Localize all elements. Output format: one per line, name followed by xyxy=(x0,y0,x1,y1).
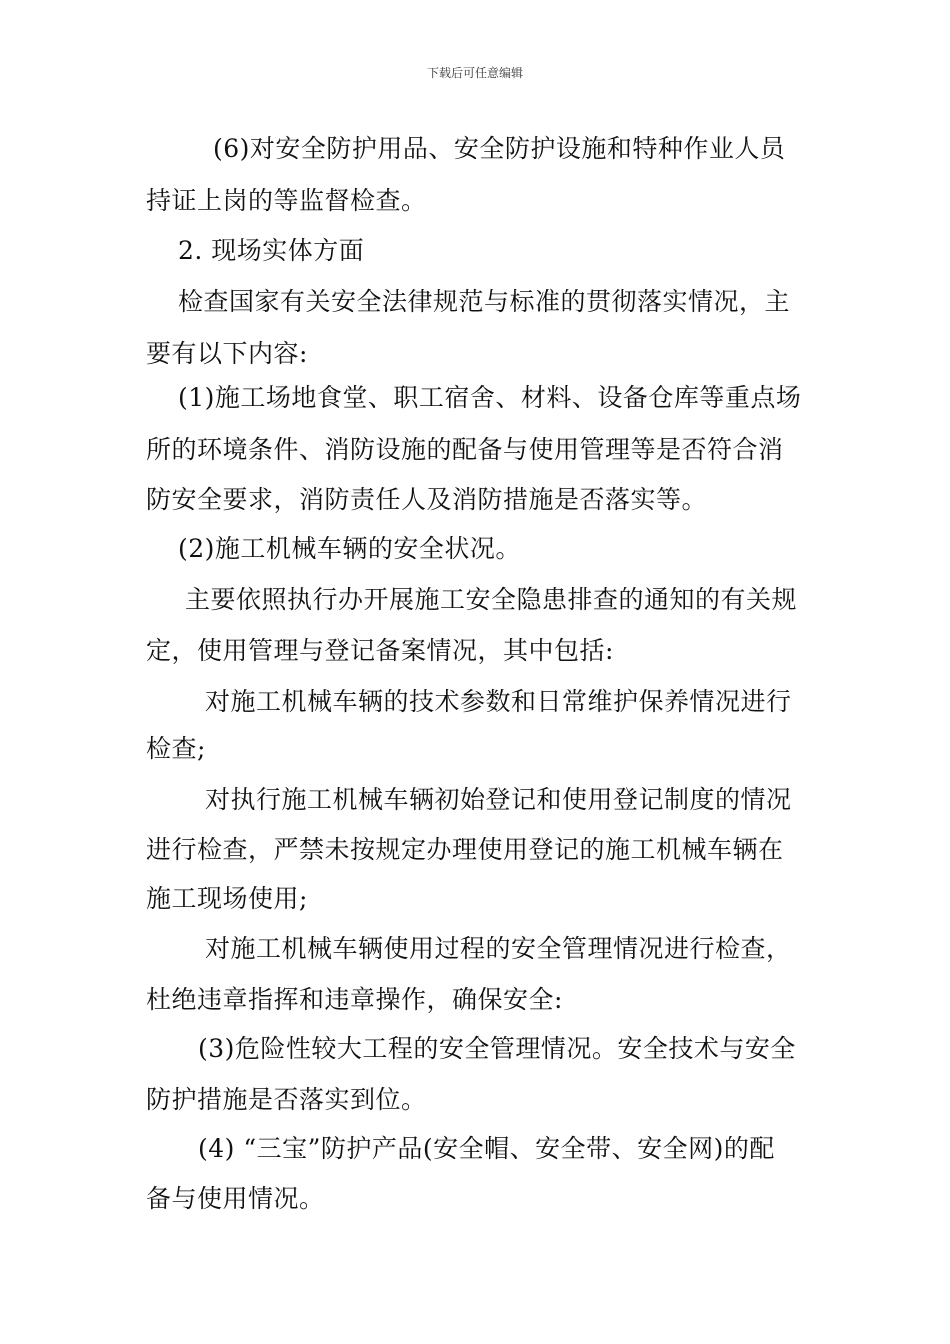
text-line: 2. 现场实体方面 xyxy=(178,236,365,265)
text-line: 备与使用情况。 xyxy=(146,1184,325,1213)
text-line: 持证上岗的等监督检查。 xyxy=(146,186,427,215)
text-line: 对施工机械车辆的技术参数和日常维护保养情况进行 xyxy=(205,687,792,716)
text-line: 杜绝违章指挥和违章操作，确保安全: xyxy=(146,985,563,1014)
text-line: (6)对安全防护用品、安全防护设施和特种作业人员 xyxy=(213,134,786,163)
text-line: 进行检查，严禁未按规定办理使用登记的施工机械车辆在 xyxy=(146,835,784,864)
text-line: 要有以下内容: xyxy=(146,339,308,368)
text-line: 定，使用管理与登记备案情况，其中包括: xyxy=(146,636,614,665)
text-line: 对施工机械车辆使用过程的安全管理情况进行检查， xyxy=(205,934,792,963)
text-line: (3)危险性较大工程的安全管理情况。安全技术与安全 xyxy=(198,1034,796,1063)
text-line: 施工现场使用; xyxy=(146,884,308,913)
text-line: 所的环境条件、消防设施的配备与使用管理等是否符合消 xyxy=(146,435,784,464)
text-line: 防安全要求，消防责任人及消防措施是否落实等。 xyxy=(146,485,708,514)
text-line: (2)施工机械车辆的安全状况。 xyxy=(178,534,521,563)
text-line: 对执行施工机械车辆初始登记和使用登记制度的情况 xyxy=(205,785,792,814)
text-line: 检查; xyxy=(146,734,206,763)
page-header: 下载后可任意编辑 xyxy=(426,66,523,80)
text-line: 检查国家有关安全法律规范与标准的贯彻落实情况，主 xyxy=(178,287,791,316)
text-line: 主要依照执行办开展施工安全隐患排查的通知的有关规 xyxy=(185,585,798,614)
text-line: (4) “三宝”防护产品(安全帽、安全带、安全网)的配 xyxy=(198,1134,775,1163)
text-line: (1)施工场地食堂、职工宿舍、材料、设备仓库等重点场 xyxy=(178,383,802,412)
text-line: 防护措施是否落实到位。 xyxy=(146,1085,427,1114)
